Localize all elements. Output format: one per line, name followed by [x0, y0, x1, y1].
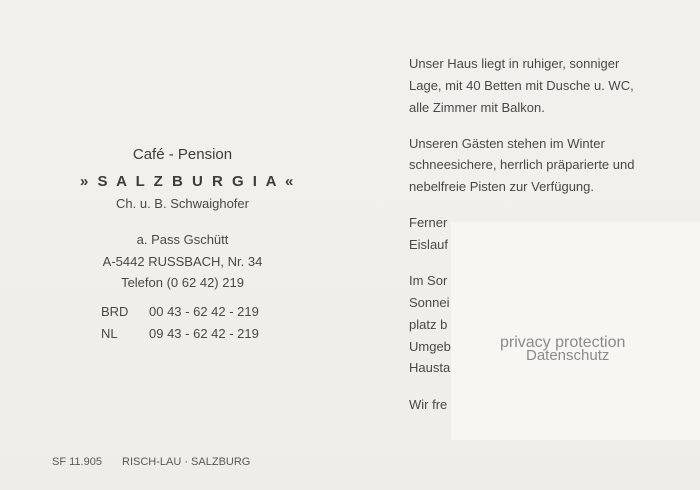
- contact-number: 00 43 - 62 42 - 219: [149, 304, 259, 319]
- text-line: schneesichere, herrlich präparierte und: [409, 157, 635, 172]
- address-line-2: A-5442 RUSSBACH, Nr. 34: [102, 254, 263, 269]
- text-line: Wir fre: [409, 397, 448, 412]
- text-line: alle Zimmer mit Balkon.: [409, 100, 545, 115]
- text-line: nebelfreie Pisten zur Verfügung.: [409, 179, 595, 194]
- contact-label: BRD: [101, 304, 129, 319]
- text-line: Ferner: [409, 215, 448, 230]
- contact-row-nl: [101, 326, 259, 341]
- text-line: Sonnei: [409, 295, 450, 310]
- text-line: Im Sor: [409, 273, 448, 288]
- owners: Ch. u. B. Schwaighofer: [116, 196, 249, 211]
- text-line: Umgeb: [409, 339, 451, 354]
- phone: Telefon (0 62 42) 219: [121, 275, 244, 290]
- text-line: Lage, mit 40 Betten mit Dusche u. WC,: [409, 78, 634, 93]
- address-line-1: a. Pass Gschütt: [136, 232, 229, 247]
- text-line: Hausta: [409, 360, 451, 375]
- text-line: Unseren Gästen stehen im Winter: [409, 136, 605, 151]
- text-line: Eislauf: [409, 237, 449, 252]
- contact-row-brd: [101, 304, 259, 319]
- business-type: Café - Pension: [132, 146, 233, 163]
- privacy-overlay: [451, 222, 700, 440]
- contact-number: 09 43 - 62 42 - 219: [149, 326, 259, 341]
- privacy-label: privacy protection: [500, 334, 626, 351]
- contact-label: NL: [101, 326, 118, 341]
- privacy-label-de: Datenschutz: [526, 347, 610, 364]
- publisher: RISCH-LAU · SALZBURG: [122, 456, 251, 468]
- print-code: SF 11.905: [52, 456, 102, 468]
- text-line: platz b: [409, 317, 448, 332]
- text-line: Unser Haus liegt in ruhiger, sonniger: [409, 56, 620, 71]
- business-name: » S A L Z B U R G I A «: [80, 173, 296, 190]
